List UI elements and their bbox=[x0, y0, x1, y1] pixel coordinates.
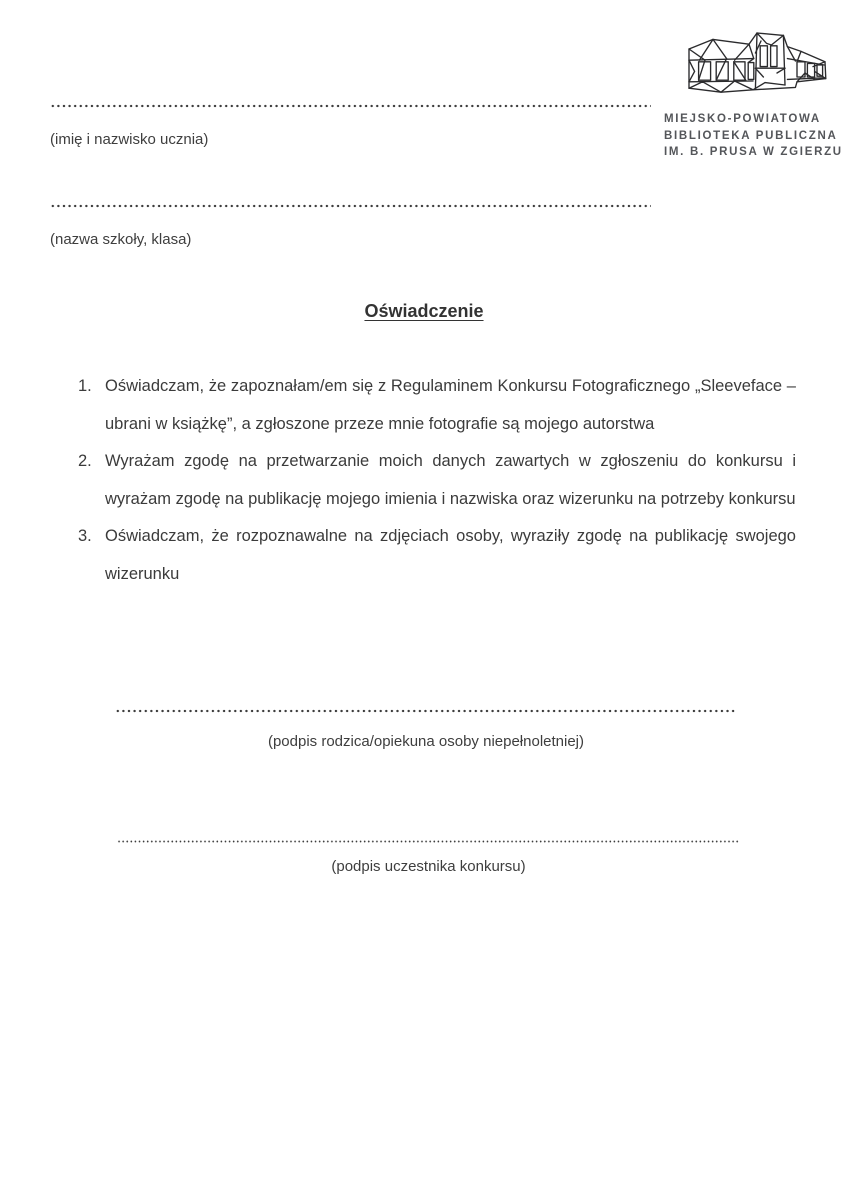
student-name-field bbox=[50, 104, 651, 148]
statement-text: Oświadczam, że rozpoznawalne na zdjęciach osoby, wyraziły zgodę na publikację swojego wizerunku bbox=[105, 527, 796, 583]
document-title bbox=[0, 301, 848, 322]
library-building-icon bbox=[677, 10, 829, 104]
school-field bbox=[50, 204, 651, 248]
statement-text: Oświadczam, że zapoznałam/em się z Regulaminem Konkursu Fotograficznego „Sleeveface – ubrani w książkę”, a zgłoszone przeze mnie fotografie są mojego autorstwa bbox=[105, 377, 796, 433]
parent-signature-label: (podpis rodzica/opiekuna osoby niepełnoletniej) bbox=[267, 733, 585, 750]
participant-signature-block bbox=[117, 840, 740, 875]
statement-number: 3. bbox=[78, 527, 92, 546]
document-title-text: Oświadczenie bbox=[364, 301, 484, 321]
library-name bbox=[664, 111, 842, 161]
library-name-line-2: BIBLIOTEKA PUBLICZNA bbox=[664, 129, 838, 142]
library-name-line-3: IM. B. PRUSA W ZGIERZU bbox=[664, 146, 843, 158]
statement-text: Wyrażam zgodę na przetwarzanie moich danych zawartych w zgłoszeniu do konkursu i wyrażam zgodę na publikację mojego imienia i nazwiska oraz wizerunku na potrzeby konkursu bbox=[105, 452, 796, 508]
student-name-label: (imię i nazwisko ucznia) bbox=[50, 131, 209, 148]
statement-item-1 bbox=[78, 368, 796, 443]
statement-item-3 bbox=[78, 518, 796, 593]
parent-signature-dotted-line bbox=[115, 709, 737, 713]
statements-list bbox=[78, 368, 796, 594]
student-name-dotted-line bbox=[50, 104, 651, 108]
school-label: (nazwa szkoły, klasa) bbox=[50, 231, 192, 248]
library-logo bbox=[664, 10, 842, 161]
school-dotted-line bbox=[50, 204, 651, 208]
participant-signature-dotted-line bbox=[117, 840, 740, 843]
statement-number: 1. bbox=[78, 377, 92, 395]
library-name-line-1: MIEJSKO-POWIATOWA bbox=[664, 113, 821, 125]
statement-item-2 bbox=[78, 443, 796, 518]
parent-signature-block bbox=[115, 709, 737, 750]
statement-number: 2. bbox=[78, 452, 92, 471]
participant-signature-label: (podpis uczestnika konkursu) bbox=[331, 858, 526, 875]
